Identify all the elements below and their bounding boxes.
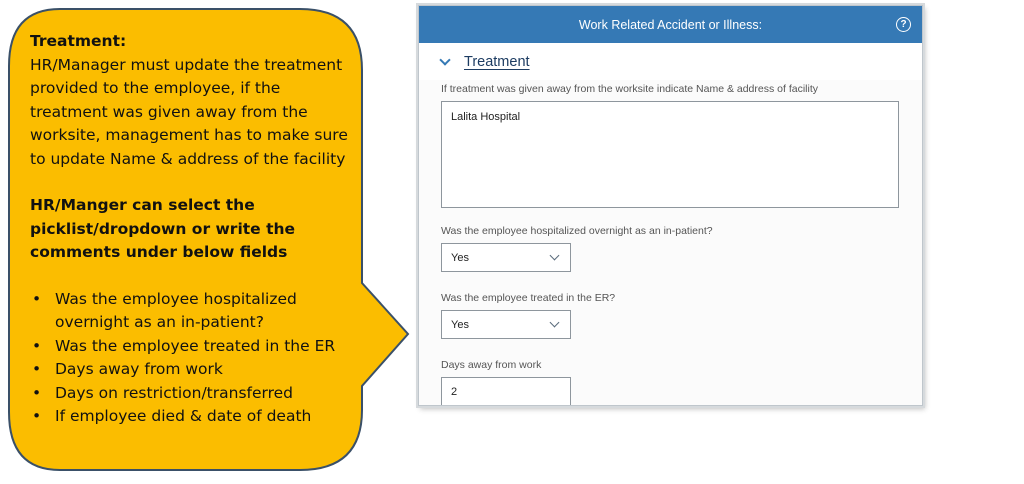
callout-bullet: • Was the employee hospitalized overnight as an in-patient? bbox=[30, 288, 355, 335]
facility-field-group bbox=[441, 83, 900, 208]
hospitalized-dropdown[interactable] bbox=[441, 243, 571, 272]
chevron-down-icon[interactable] bbox=[550, 251, 560, 261]
callout-bullet: • Days on restriction/transferred bbox=[30, 382, 355, 406]
panel-title: Work Related Accident or Illness: bbox=[578, 17, 763, 32]
treatment-section-body bbox=[419, 80, 922, 406]
days-away-input[interactable]: 2 bbox=[441, 377, 571, 406]
treated-er-field-group bbox=[441, 292, 900, 339]
callout-bullet: • If employee died & date of death bbox=[30, 405, 355, 429]
treated-er-dropdown[interactable] bbox=[441, 310, 571, 339]
callout-text bbox=[30, 30, 355, 429]
chevron-down-icon[interactable] bbox=[439, 54, 450, 65]
hospitalized-value: Yes bbox=[451, 251, 469, 264]
days-away-label: Days away from work bbox=[441, 359, 542, 371]
callout-heading: Treatment: bbox=[30, 32, 127, 50]
callout-bullet: • Was the employee treated in the ER bbox=[30, 335, 355, 359]
treated-er-value: Yes bbox=[451, 318, 469, 331]
callout-subheading: HR/Manger can select the picklist/dropdown or write the comments under below fields bbox=[30, 196, 296, 261]
callout-bullet: • Days away from work bbox=[30, 358, 355, 382]
accident-form-panel bbox=[418, 5, 923, 406]
days-away-field-group bbox=[441, 359, 900, 406]
facility-textarea[interactable]: Lalita Hospital bbox=[441, 101, 899, 208]
callout-bullet-list bbox=[30, 288, 355, 429]
treated-er-label: Was the employee treated in the ER? bbox=[441, 292, 616, 304]
chevron-down-icon[interactable] bbox=[550, 318, 560, 328]
hospitalized-label: Was the employee hospitalized overnight as an in-patient? bbox=[441, 225, 713, 237]
callout-paragraph: HR/Manager must update the treatment provided to the employee, if the treatment was given away from the worksite, management has to make sure to update Name & address of the facility bbox=[30, 55, 348, 168]
help-icon[interactable]: ? bbox=[896, 17, 911, 32]
treatment-section-toggle[interactable] bbox=[419, 43, 922, 80]
facility-label: If treatment was given away from the worksite indicate Name & address of facility bbox=[441, 83, 818, 95]
section-title[interactable]: Treatment bbox=[464, 53, 530, 70]
panel-header bbox=[419, 6, 922, 43]
hospitalized-field-group bbox=[441, 225, 900, 272]
